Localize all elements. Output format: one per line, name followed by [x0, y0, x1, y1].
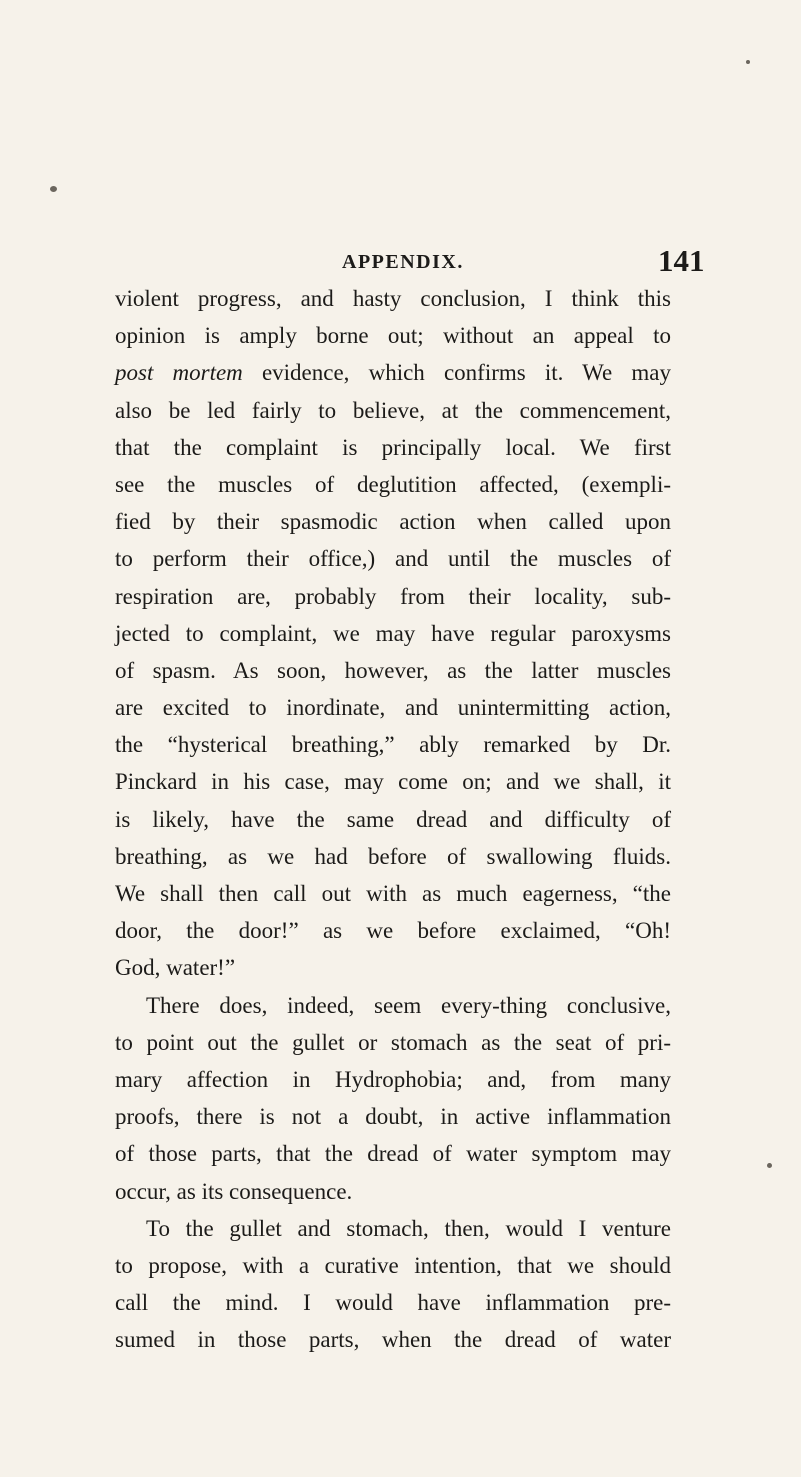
text-line: the “hysterical breathing,” ably remarked by Dr.	[115, 732, 671, 758]
text-line: door, the door!” as we before exclaimed, “Oh!	[115, 918, 671, 944]
paper-speck	[767, 1163, 772, 1168]
paper-speck	[50, 186, 57, 192]
text-line: breathing, as we had before of swallowing fluids.	[115, 843, 671, 869]
text-line: of spasm. As soon, however, as the latter muscles	[115, 657, 671, 683]
paragraph-end-line: God, water!”	[115, 955, 236, 981]
text-line: are excited to inordinate, and unintermitting action,	[115, 695, 671, 721]
text-line: to propose, with a curative intention, that we should	[115, 1252, 671, 1278]
text-line: opinion is amply borne out; without an appeal to	[115, 323, 671, 349]
text-line: post mortem evidence, which confirms it. We may	[115, 360, 671, 386]
paragraph-start-line: To the gullet and stomach, then, would I venture	[146, 1215, 671, 1241]
text-line: mary affection in Hydrophobia; and, from many	[115, 1066, 671, 1092]
paragraph-start-line: There does, indeed, seem every-thing conclusive,	[146, 992, 671, 1018]
text-line: is likely, have the same dread and difficulty of	[115, 806, 671, 832]
text-line: call the mind. I would have inflammation pre-	[115, 1290, 671, 1316]
text-line: Pinckard in his case, may come on; and we shall, it	[115, 769, 671, 795]
running-head	[0, 243, 801, 283]
text-line: to perform their office,) and until the muscles of	[115, 546, 671, 572]
text-line: also be led fairly to believe, at the commencement,	[115, 397, 671, 423]
text-line: We shall then call out with as much eagerness, “the	[115, 881, 671, 906]
text-line: violent progress, and hasty conclusion, I think this	[115, 286, 671, 311]
text-line: to point out the gullet or stomach as the seat of pri-	[115, 1029, 671, 1055]
text-line: that the complaint is principally local. We first	[115, 434, 671, 460]
text-line: see the muscles of deglutition affected, (exempli-	[115, 471, 671, 497]
text-line: fied by their spasmodic action when called upon	[115, 509, 671, 535]
page-number: 141	[658, 243, 705, 278]
paper-speck	[746, 60, 750, 64]
text-line: proofs, there is not a doubt, in active inflammation	[115, 1104, 671, 1130]
text-line: sumed in those parts, when the dread of water	[115, 1327, 671, 1353]
text-line: respiration are, probably from their locality, sub-	[115, 583, 671, 609]
italic-phrase: post mortem	[115, 360, 243, 386]
text-line: of those parts, that the dread of water symptom may	[115, 1141, 671, 1167]
text-line: jected to complaint, we may have regular paroxysms	[115, 620, 671, 646]
running-title: APPENDIX.	[342, 251, 464, 273]
paragraph-end-line: occur, as its consequence.	[115, 1178, 353, 1204]
body-text	[115, 280, 671, 1358]
